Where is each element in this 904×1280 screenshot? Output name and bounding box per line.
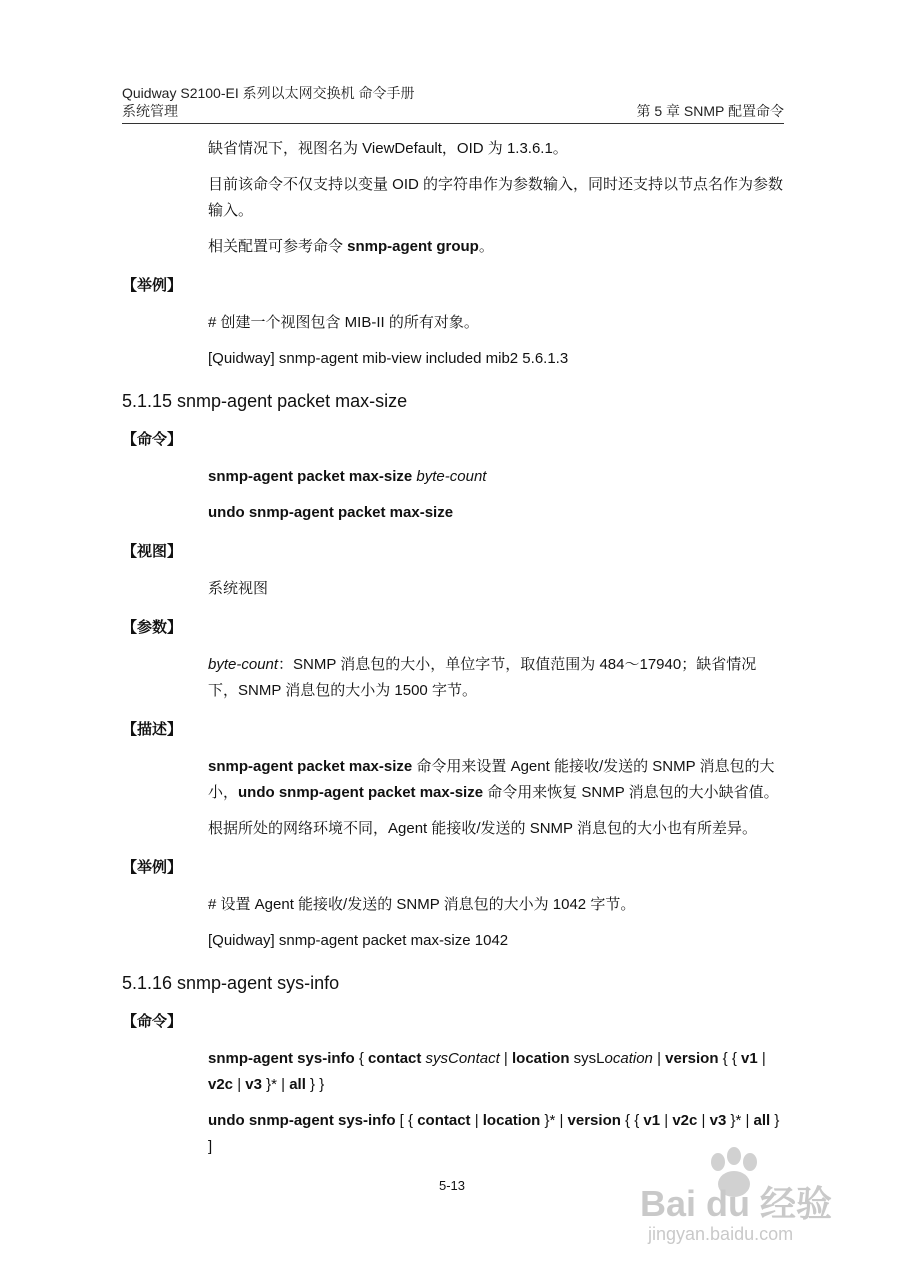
undo-command-syntax: undo snmp-agent packet max-size <box>208 504 454 521</box>
example-comment: # 创建一个视图包含 MIB-II 的所有对象。 <box>208 314 479 331</box>
header-divider <box>122 123 784 124</box>
section-title-5-1-16: 5.1.16 snmp-agent sys-info <box>122 973 340 993</box>
example-tag-2: 【举例】 <box>122 859 183 876</box>
example-command: [Quidway] snmp-agent mib-view included mib2 5.6.1.3 <box>208 350 569 367</box>
param-tag: 【参数】 <box>122 619 183 636</box>
example-comment-2: # 设置 Agent 能接收/发送的 SNMP 消息包的大小为 1042 字节。 <box>208 896 636 913</box>
watermark-brand: Bai du 经验 <box>640 1183 833 1224</box>
page-body <box>122 136 784 1170</box>
intro-paragraph-2: 目前该命令不仅支持以变量 OID 的字符串作为参数输入，同时还支持以节点名作为参数输入。 <box>208 176 784 219</box>
desc-paragraph-2: 根据所处的网络环境不同，Agent 能接收/发送的 SNMP 消息包的大小也有所差异。 <box>208 820 757 837</box>
sysinfo-command-syntax: snmp-agent sys-info { contact sysContact | location sysLocation | version { { v1 | v2c | v3 }* | all } } <box>208 1050 766 1093</box>
desc-tag: 【描述】 <box>122 721 183 738</box>
page-number: 5-13 <box>438 1178 466 1193</box>
command-syntax: snmp-agent packet max-size byte-count <box>208 468 487 485</box>
command-tag-2: 【命令】 <box>122 1013 183 1030</box>
desc-paragraph-1: snmp-agent packet max-size 命令用来设置 Agent 能接收/发送的 SNMP 消息包的大小，undo snmp-agent packet max-size 命令用来恢复 SNMP 消息包的大小缺省值。 <box>208 758 779 801</box>
section-title-5-1-15: 5.1.15 snmp-agent packet max-size <box>122 391 408 411</box>
header-title: Quidway S2100-EI 系列以太网交换机 命令手册 <box>122 85 415 101</box>
undo-sysinfo-command-syntax: undo snmp-agent sys-info [ { contact | location }* | version { { v1 | v2c | v3 }* | all } ] <box>208 1112 780 1155</box>
intro-paragraph-1: 缺省情况下，视图名为 ViewDefault，OID 为 1.3.6.1。 <box>208 140 568 157</box>
view-tag: 【视图】 <box>122 543 183 560</box>
intro-paragraph-3: 相关配置可参考命令 snmp-agent group。 <box>208 238 494 255</box>
example-tag: 【举例】 <box>122 277 183 294</box>
example-command-2: [Quidway] snmp-agent packet max-size 1042 <box>208 932 509 949</box>
command-tag: 【命令】 <box>122 431 183 448</box>
page-header <box>122 84 784 120</box>
header-chapter-left: 系统管理 <box>122 103 178 119</box>
baidu-jingyan-watermark <box>640 1146 870 1266</box>
related-command: snmp-agent group <box>347 238 479 255</box>
watermark-url: jingyan.baidu.com <box>648 1224 794 1244</box>
header-chapter-right: 第 5 章 SNMP 配置命令 <box>636 103 784 119</box>
view-text: 系统视图 <box>208 580 269 597</box>
param-text: byte-count：SNMP 消息包的大小，单位字节，取值范围为 484～17940；缺省情况下，SNMP 消息包的大小为 1500 字节。 <box>208 656 757 699</box>
